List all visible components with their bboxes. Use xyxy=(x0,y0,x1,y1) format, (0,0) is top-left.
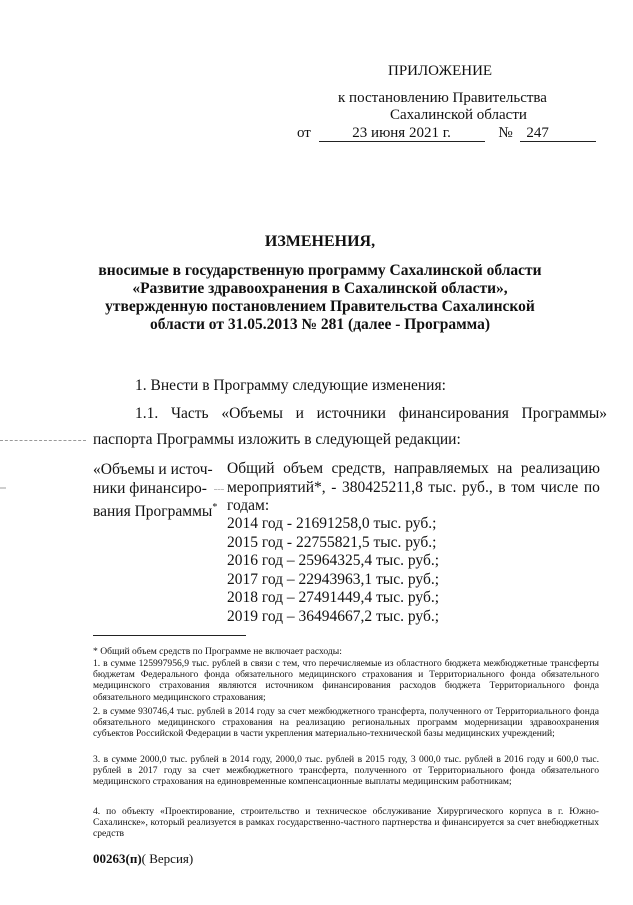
word: на xyxy=(497,460,513,477)
year-item: 2019 год – 36494667,2 тыс. руб.; xyxy=(227,607,440,625)
word: «Объемы xyxy=(221,405,283,422)
item-1-1 xyxy=(135,405,607,423)
word: 380425211,8 xyxy=(342,479,423,496)
left-line: «Объемы и источ- xyxy=(93,461,213,478)
date-row xyxy=(297,125,596,142)
year-item: 2014 год - 21691258,0 тыс. руб.; xyxy=(227,515,437,532)
footnote-mark: * xyxy=(212,502,218,513)
word: средств, xyxy=(331,460,386,477)
word: финансирования xyxy=(398,405,509,422)
word: том xyxy=(511,479,536,496)
title-line: вносимые в государственную программу Сахалинской области xyxy=(98,262,542,279)
footnote-item: 3. в сумме 2000,0 тыс. рублей в 2014 году, 2000,0 тыс. рублей в 2015 году, 3 000,0 тыс. рублей в 2016 году и 600,0 тыс. рублей в 2017 году за счет межбюджетного трансферта, полученного от Территориального фонда обязательного медицинского страхования на единовременные компенсационные выплаты медицинским работникам; xyxy=(93,754,599,788)
word: объем xyxy=(283,460,324,477)
number-field: 247 xyxy=(520,125,596,142)
year-item: 2015 год - 22755821,5 тыс. руб.; xyxy=(227,533,437,551)
word: Часть xyxy=(170,405,209,422)
title-line: «Развитие здравоохранения в Сахалинской области», xyxy=(132,280,508,297)
word: - xyxy=(331,479,337,496)
from-label: от xyxy=(297,125,311,141)
table-right-line xyxy=(227,479,600,497)
word: 1.1. xyxy=(135,405,159,422)
word: реализацию xyxy=(520,460,600,477)
word: числе xyxy=(540,479,579,496)
left-line: ники финансиро- xyxy=(93,480,207,497)
title-line: области от 31.05.2013 № 281 (далее - Программа) xyxy=(149,316,491,333)
table-right-line: годам: xyxy=(227,497,270,514)
year-item: 2018 год – 27491449,4 тыс. руб.; xyxy=(227,589,440,606)
left-line: вания Программы xyxy=(93,503,213,521)
appendix-label: ПРИЛОЖЕНИЕ xyxy=(388,63,493,79)
scan-mark xyxy=(214,489,224,490)
year-item: 2016 год – 25964325,4 тыс. руб.; xyxy=(227,552,440,569)
word: направляемых xyxy=(394,460,489,477)
date-field: 23 июня 2021 г. xyxy=(319,125,485,142)
footnote-item: 4. по объекту «Проектирование, строительство и техническое обслуживание Хирургического корпуса в г. Южно-Сахалинске», который реализуется в рамках государственно-частного партнерства и финансируется за счет внебюджетных средств xyxy=(93,806,599,840)
title-line: утвержденную постановлением Правительства Сахалинской xyxy=(105,298,535,315)
region-line: Сахалинской области xyxy=(390,107,527,123)
word: источники xyxy=(316,405,386,422)
footnote-item: 2. в сумме 930746,4 тыс. рублей в 2014 году за счет межбюджетного трансферта, полученного от Территориального фонда обязательного медицинского страхования на реализацию региональных программ модернизации здравоохранения субъектов Российской Федерации в части укрепления материально-технической базы медицинских учреждений; xyxy=(93,706,599,740)
word: тыс. xyxy=(428,479,457,496)
document-code xyxy=(93,851,193,867)
table-right-line xyxy=(227,460,600,478)
word: и xyxy=(295,405,304,422)
word: мероприятий*, xyxy=(227,479,326,496)
number-label: № xyxy=(498,125,513,141)
footnote-separator xyxy=(93,635,246,636)
word: руб., xyxy=(461,479,493,496)
resolution-line: к постановлению Правительства xyxy=(338,90,547,106)
document-title: ИЗМЕНЕНИЯ, xyxy=(264,233,376,250)
year-item: 2017 год – 22943963,1 тыс. руб.; xyxy=(227,570,440,588)
document-code-number: 00263(п) xyxy=(93,851,142,866)
year-list xyxy=(227,515,439,626)
word: в xyxy=(498,479,506,496)
document-code-version: ( Версия) xyxy=(141,851,194,866)
word: Программы» xyxy=(521,405,607,422)
word: по xyxy=(583,479,600,496)
item-1: 1. Внести в Программу следующие изменения: xyxy=(135,377,446,394)
scan-mark xyxy=(0,487,6,489)
table-left-cell xyxy=(93,460,217,521)
word: Общий xyxy=(227,460,275,477)
footnote-intro: * Общий объем средств по Программе не включает расходы: xyxy=(93,646,342,657)
footnote-item: 1. в сумме 125997956,9 тыс. рублей в связи с тем, что перечисляемые из областного бюджета межбюджетные трансферты бюджетам Федерального фонда обязательного медицинского страхования и Территориального фонда обязательного медицинского страхования являются источником финансирования расходов бюджета Территориального фонда обязательного медицинского страхования; xyxy=(93,658,599,703)
item-1-1-continuation: паспорта Программы изложить в следующей редакции: xyxy=(93,431,461,448)
scan-mark xyxy=(0,440,86,441)
